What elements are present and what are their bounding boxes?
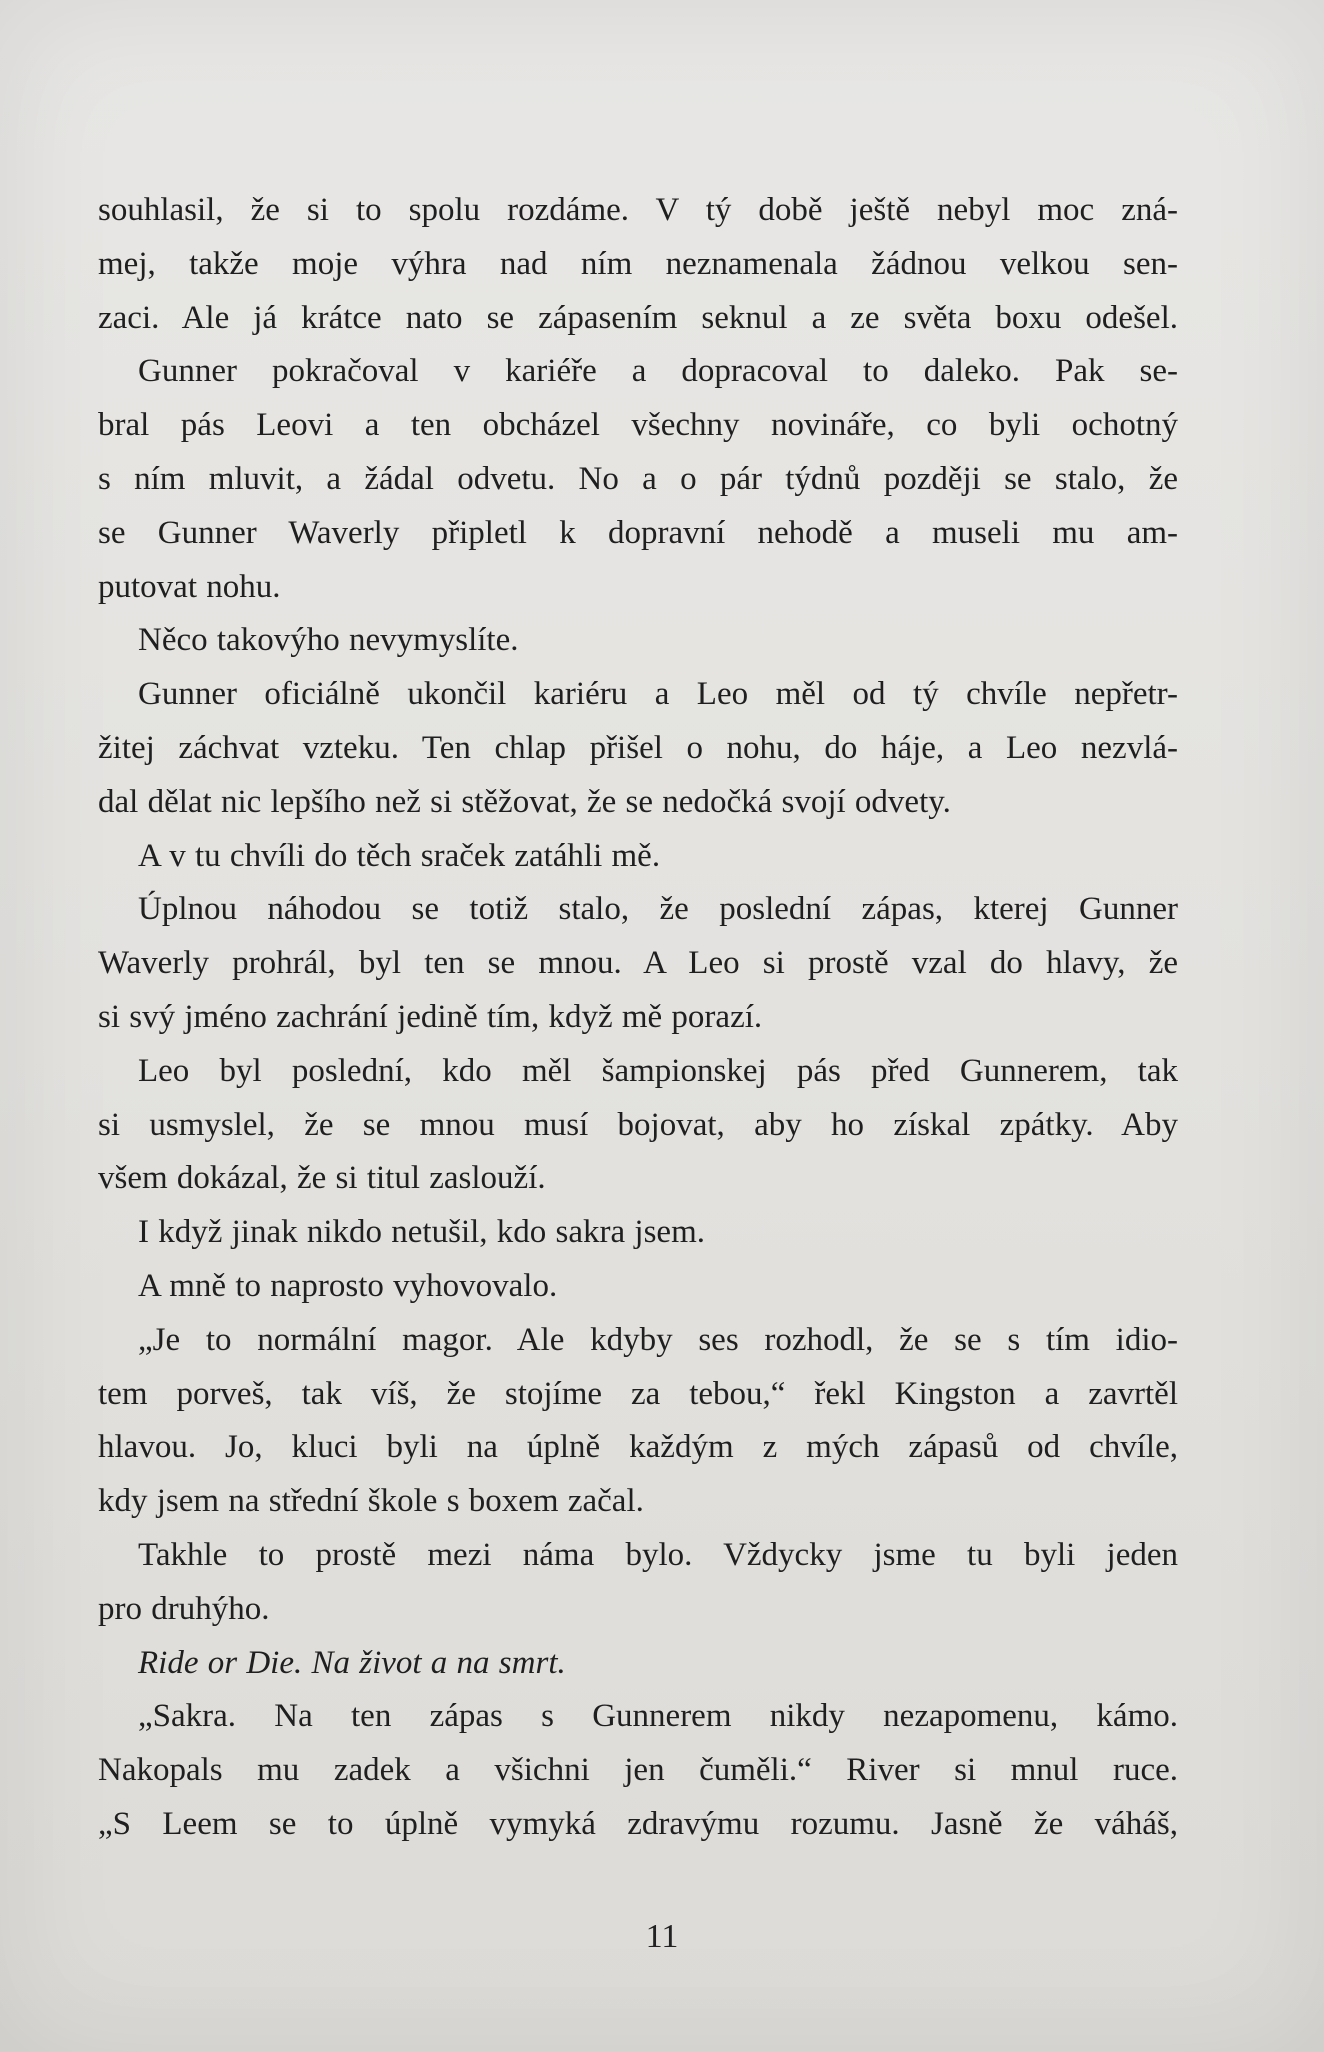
text-line: Leo byl poslední, kdo měl šampionskej pás před Gunnerem, tak [138,1052,1178,1089]
text-line: Takhle to prostě mezi náma bylo. Vždycky jsme tu byli jeden [138,1536,1178,1573]
text-line: Něco takovýho nevymyslíte. [138,622,519,659]
text-line: žitej záchvat vzteku. Ten chlap přišel o nohu, do háje, a Leo nezvlá- [98,729,1178,766]
text-line: „S Leem se to úplně vymyká zdravýmu rozumu. Jasně že váháš, [98,1805,1178,1842]
text-line: Úplnou náhodou se totiž stalo, že poslední zápas, kterej Gunner [138,891,1178,928]
text-line: si svý jméno zachrání jedině tím, když mě porazí. [98,998,763,1035]
text-line: pro druhýho. [98,1590,270,1627]
text-line: „Sakra. Na ten zápas s Gunnerem nikdy nezapomenu, kámo. [138,1698,1178,1735]
text-line: A mně to naprosto vyhovovalo. [138,1267,558,1304]
text-line: Gunner oficiálně ukončil kariéru a Leo měl od tý chvíle nepřetr- [138,676,1178,713]
text-line: dal dělat nic lepšího než si stěžovat, že se nedočká svojí odvety. [98,783,951,820]
text-line: putovat nohu. [98,568,281,605]
text-line: hlavou. Jo, kluci byli na úplně každým z mých zápasů od chvíle, [98,1429,1178,1466]
page-number: 11 [645,1918,679,1955]
text-line: Gunner pokračoval v kariéře a dopracoval to daleko. Pak se- [138,353,1178,390]
text-line: bral pás Leovi a ten obcházel všechny novináře, co byli ochotný [98,407,1178,444]
text-line: Ride or Die. Na život a na smrt. [138,1644,566,1681]
text-line: A v tu chvíli do těch sraček zatáhli mě. [138,837,661,874]
text-line: tem porveš, tak víš, že stojíme za tebou,“ řekl Kingston a zavrtěl [98,1375,1178,1412]
text-line: s ním mluvit, a žádal odvetu. No a o pár týdnů později se stalo, že [98,460,1178,497]
body-text [98,184,1178,1852]
text-line: I když jinak nikdo netušil, kdo sakra jsem. [138,1214,705,1251]
text-line: souhlasil, že si to spolu rozdáme. V tý době ještě nebyl moc zná- [98,192,1178,228]
text-line: „Je to normální magor. Ale kdyby ses rozhodl, že se s tím idio- [138,1321,1178,1358]
text-line: zaci. Ale já krátce nato se zápasením seknul a ze světa boxu odešel. [98,299,1178,336]
text-line: Waverly prohrál, byl ten se mnou. A Leo si prostě vzal do hlavy, že [98,945,1178,982]
text-line: kdy jsem na střední škole s boxem začal. [98,1483,644,1520]
text-line: se Gunner Waverly připletl k dopravní nehodě a museli mu am- [98,514,1178,551]
text-line: Nakopals mu zadek a všichni jen čuměli.“ River si mnul ruce. [98,1752,1178,1789]
text-line: všem dokázal, že si titul zaslouží. [98,1160,546,1197]
text-line: si usmyslel, že se mnou musí bojovat, aby ho získal zpátky. Aby [98,1106,1178,1143]
text-line: mej, takže moje výhra nad ním neznamenala žádnou velkou sen- [98,245,1178,282]
